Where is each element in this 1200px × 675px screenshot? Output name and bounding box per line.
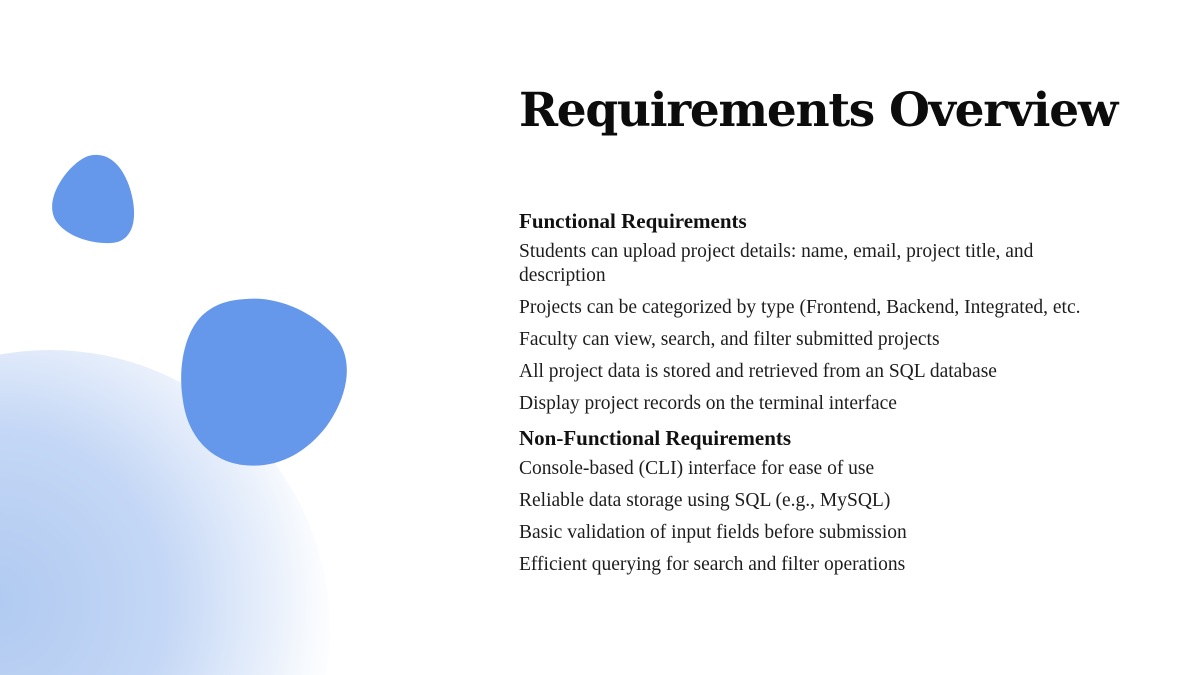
list-item: All project data is stored and retrieved from an SQL database: [519, 361, 997, 382]
decorative-blob-small: [50, 153, 136, 245]
decorative-blob-large: [180, 297, 348, 469]
list-item: Display project records on the terminal interface: [519, 393, 897, 414]
nonfunctional-requirements-list: [519, 457, 1134, 577]
list-item: Console-based (CLI) interface for ease of use: [519, 458, 875, 479]
list-item: Faculty can view, search, and filter submitted projects: [519, 329, 940, 350]
list-item: Basic validation of input fields before submission: [519, 522, 907, 543]
page-title: Requirements Overview: [519, 83, 1117, 138]
list-item: Efficient querying for search and filter operations: [519, 554, 906, 575]
content-panel: [519, 78, 1159, 585]
list-item: Projects can be categorized by type (Frontend, Backend, Integrated, etc.: [519, 297, 1081, 318]
functional-requirements-list: [519, 240, 1134, 416]
list-item: Students can upload project details: name, email, project title, and description: [519, 241, 1034, 286]
list-item: Reliable data storage using SQL (e.g., MySQL): [519, 490, 891, 511]
section-heading-nonfunctional: Non-Functional Requirements: [519, 426, 792, 450]
section-heading-functional: Functional Requirements: [519, 209, 747, 233]
